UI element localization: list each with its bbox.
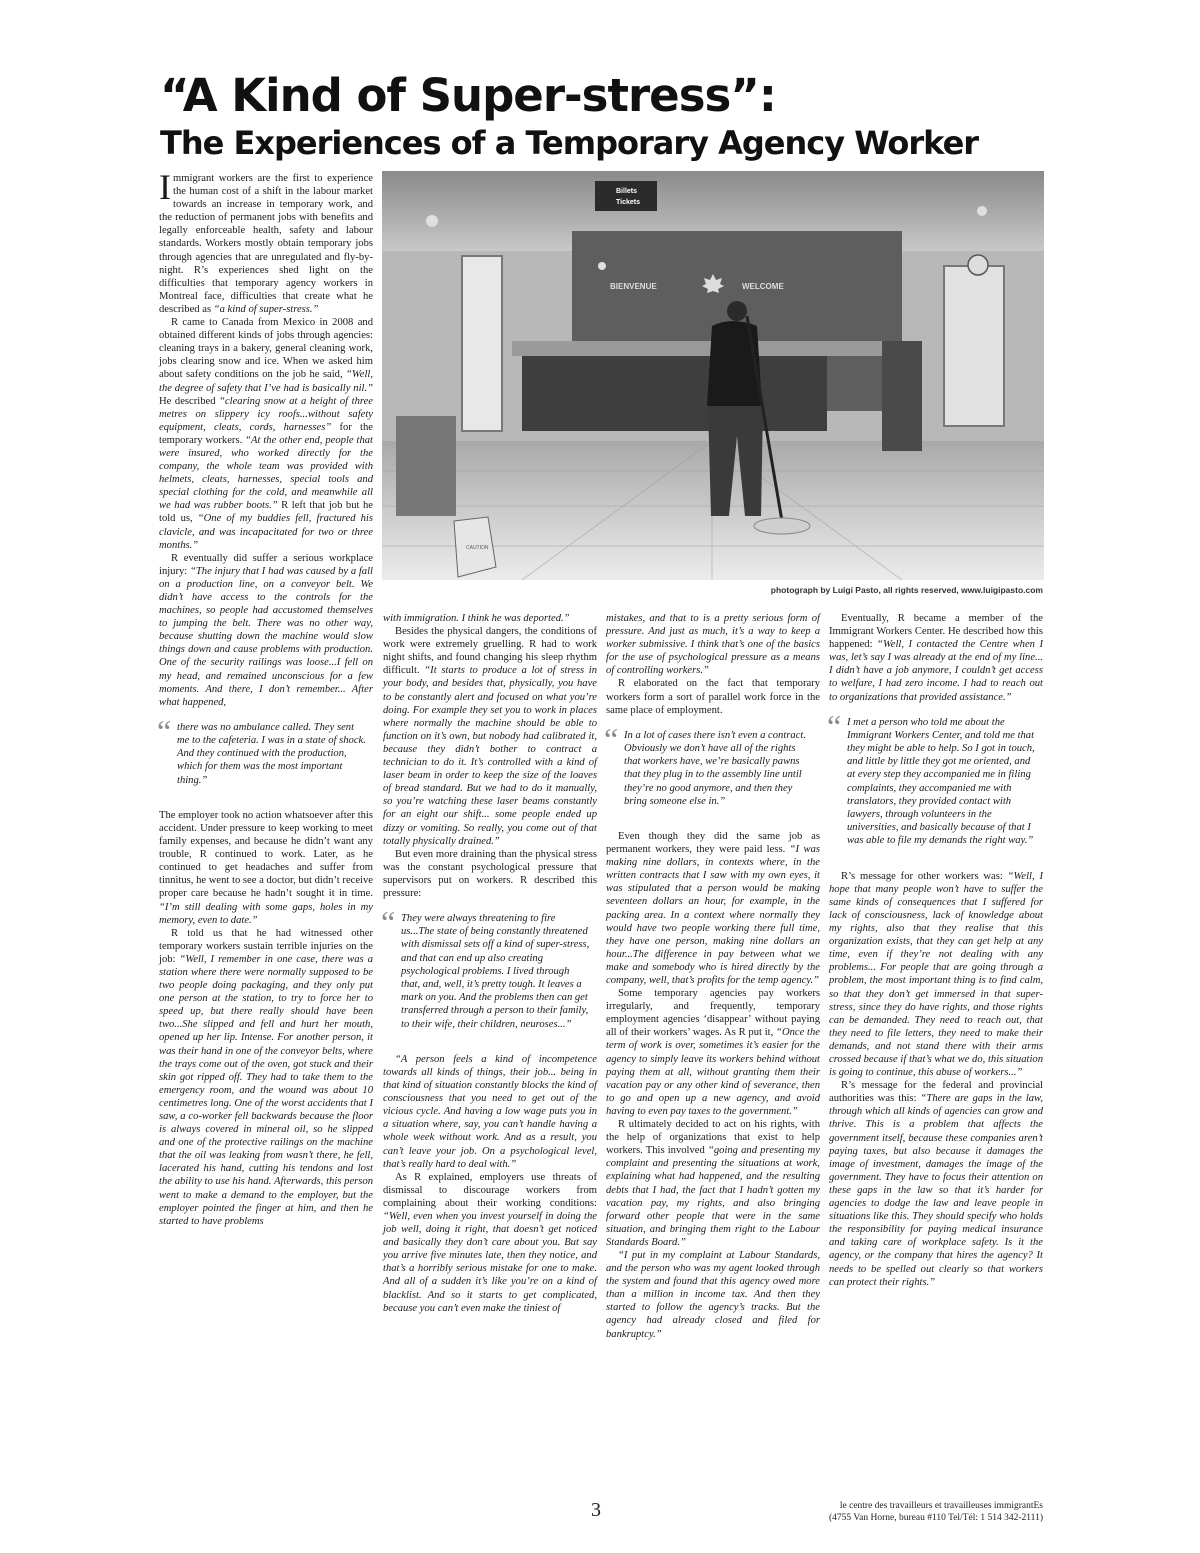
text-column-2 bbox=[383, 612, 597, 1497]
paragraph: Some temporary agencies pay workers irregularly, and frequently, temporary employment agencies ‘disappear’ without paying all of their workers’ wages. As R put it, “Once the term of work is over, sometimes it’s easier for the agency to simply leave its workers behind without paying them at all, without granting them their vacation pay or any other kind of severance, then to go and open up a new agency, and avoid having to even pay taxes to the government.” bbox=[606, 988, 820, 1117]
paragraph: As R explained, employers use threats of dismissal to discourage workers from complaining about their working conditions: “Well, even when you invest yourself in doing the job well, doing it right, that doesn’t get noticed and basically they don’t care about you. But say you arrive five minutes late, then they notice, and that’s a horribly serious mistake for one to make. And all of a sudden it’s like you’re on a kind of blacklist. And so it starts to get complicated, because you can’t even make the tiniest of bbox=[383, 1171, 597, 1314]
quote-mark-icon: “ bbox=[604, 720, 619, 757]
photo-illustration bbox=[382, 171, 1044, 580]
pull-quote: “ In a lot of cases there isn’t even a contract. Obviously we don’t have all of the rights that workers have, we’re basically pawns that they plug in to the assembly line until they’re no good anymore, and then they bring someone else in.” bbox=[604, 720, 807, 807]
pull-quote: “ They were always threatening to fire us...The state of being constantly threatened with dismissal sets off a kind of super-stress, and that can end up also creating psychological problems. I lived through that, and, well, it’s pretty tough. It leaves a mark on you. And the problems then can get transferred through a person to their family, to their wife, their children, neuroses...” bbox=[381, 904, 590, 1030]
text-column-1 bbox=[157, 167, 373, 1497]
quote-mark-icon: “ bbox=[381, 904, 396, 941]
worker-head bbox=[727, 301, 747, 321]
paragraph: R’s message for other workers was: “Well, I hope that many people won’t have to suffer the same kinds of consequences that I suffered for lack of consciousness, lack of knowledge about my rights, also that they realise that this organization exists, that they can get help at any time, even if they’re not dealing with any problems... For people that are going through a problem, the most important thing is to find calm, so that they don’t get immersed in that super-stress, since they do have rights, and those rights can be demanded. They need to reach out, that they need to file letters, they need to make their demands, and not stand there with their arms crossed because if that’s what we do, this situation is going to continue, this abuse of workers...” bbox=[829, 870, 1043, 1079]
bucket-caution-label: CAUTION bbox=[466, 545, 489, 551]
pull-quote: “ there was no ambulance called. They sent me to the cafeteria. I was in a state of shock. And they continued with the production, which for them was the most important thing.” bbox=[157, 712, 366, 786]
quote-mark-icon: “ bbox=[827, 707, 842, 744]
paragraph: mistakes, and that to is a pretty serious form of pressure. And just as much, it’s a way to keep a worker submissive. I think that’s one of the basics for the use of psychological pressure as a means of controlling workers.” bbox=[606, 613, 820, 677]
sign-tickets: Tickets bbox=[616, 199, 640, 206]
drop-cap: I bbox=[159, 167, 171, 207]
pull-quote: “ I met a person who told me about the Immigrant Workers Center, and told me that they might be able to help. So I got in touch, and little by little they got me oriented, and at every step they accompanied me in filing complaints, they accompanied me with translators, they provided contact with lawyers, through volunteers in the universities, and basically because of that I was able to file my demands the right way.” bbox=[827, 707, 1035, 847]
paragraph: with immigration. I think he was deported.” bbox=[383, 613, 570, 624]
article-photo bbox=[382, 171, 1044, 580]
footer-address: (4755 Van Horne, bureau #110 Tel/Tél: 1 514 342-2111) bbox=[828, 1512, 1043, 1523]
paragraph: “I put in my complaint at Labour Standards, and the person who was my agent looked through the system and found that this agency owed more than a million in income tax. And then they started to follow the agency’s tracks. But the agency had already closed and filed for bankruptcy.” bbox=[606, 1249, 820, 1340]
mop-head bbox=[754, 518, 810, 534]
article-subtitle: The Experiences of a Temporary Agency Worker bbox=[160, 124, 979, 162]
wall-clock-icon bbox=[968, 255, 988, 275]
footer bbox=[758, 1501, 1043, 1524]
paragraph: R’s message for the federal and provincial authorities was this: “There are gaps in the law, through which all kinds of agencies can grow and thrive. This is a problem that affects the government itself, because these companies aren’t paying taxes, but also because it damages the image of investment, damages the image of the government. They have to focus their attention on these gaps in the law so that it’s harder for agencies to dodge the law and leave people in situations like this. They should specify who holds the responsibility for paying medical insurance and taking care of workplace safety. Is it the agency, or the company that hires the agency? It needs to be spelled out clearly so that workers can protect their rights.” bbox=[829, 1080, 1043, 1288]
footer-org-name: le centre des travailleurs et travailleuses immigrantEs bbox=[839, 1501, 1043, 1511]
text-column-4 bbox=[829, 612, 1043, 1497]
paragraph: R came to Canada from Mexico in 2008 and obtained different kinds of jobs through agencies: cleaning trays in a bakery, general cleaning work, jobs clearing snow and ice. When we asked him about safety conditions on the job he said, “Well, the degree of safety that I’ve had is basically nil.” He described “clearing snow at a height of three metres on slippery icy roofs...without safety equipment, cleats, cords, harnesses” for the temporary workers. “At the other end, people that were insured, who worked directly for the company, the whole team was provided with helmets, cleats, harnesses, special tools and special clothing for the cold, and meanwhile all we had was rubber boots.” R left that job but he told us, “One of my buddies fell, fractured his clavicle, and was incapacitated for two or three months.” bbox=[159, 317, 373, 551]
text-column-3 bbox=[606, 612, 820, 1497]
paragraph: R told us that he had witnessed other temporary workers sustain terrible injuries on the job: “Well, I remember in one case, there was a station where there were normally supposed to be two people doing packaging, and they only put one person at the station, to try to force her to speed up, but there really should have been two...She slipped and fell and hurt her mouth, opened up her lip. Intense. For another person, it was their hand in one of the conveyor belts, where the trays come out of the oven, got stuck and their skin got ripped off. They had to take them to the emergency room, and the wound was about 10 centimetres long. One of the worst accidents that I saw, a co-worker fell backwards because the floor is always covered in mineral oil, so he slipped and one of the protective railings on the machine that the oil was leaking from wasn’t there, he fell, lacerated his hand, cutting his tendons and lost the ability to use his hand. Afterwards, this person went to make a demand to the employer, but the employer pointed the finger at him, and then he started to have problems bbox=[159, 927, 373, 1227]
paragraph: Immigrant workers are the first to experience the human cost of a shift in the labour market towards an increase in temporary work, and the reduction of permanent jobs with benefits and legally enforceable health, safety and labour standards. Workers mostly obtain temporary jobs through agencies that are unregulated and fly-by-night. R’s experiences shed light on the difficulties that temporary agency workers in Montreal face, difficulties that create what he described as “a kind of super-stress.” bbox=[159, 167, 373, 315]
wall-text-bienvenue: BIENVENUE bbox=[610, 282, 657, 291]
paragraph: R eventually did suffer a serious workplace injury: “The injury that I had was caused by a fall on a production line, on a conveyor belt. We didn’t have access to the controls for the machines, so people had accustomed themselves to jumping the belt. There was no other way, because shutting down the machine would slow things down and cause problems with production. One of the security railings was loose...I fell on my head, and remained unconscious for a few moments. And there, I don’t remember... After what happened, bbox=[159, 552, 373, 708]
paragraph: Even though they did the same job as permanent workers, they were paid less. “I was making nine dollars, in contexts where, in the written contracts that I saw with my own eyes, it was stipulated that a person would be making seventeen dollars an hour, for example, in the packing area. In a context where normally they would have two people working there full time, they have one person, making nine dollars an hour...The difference in pay between what we make and somebody who is hired directly by the company, well, that’s profits for the temp agency.” bbox=[606, 830, 820, 986]
paragraph: But even more draining than the physical stress was the constant psychological pressure that supervisors put on workers. R described this pressure: bbox=[383, 848, 597, 899]
paragraph: R elaborated on the fact that temporary workers form a sort of parallel work force in the same place of employment. bbox=[606, 678, 820, 716]
wall-text-welcome: WELCOME bbox=[742, 282, 784, 291]
page-number: 3 bbox=[591, 1499, 601, 1521]
article-title: “A Kind of Super-stress”: bbox=[160, 69, 776, 122]
paragraph: “A person feels a kind of incompetence towards all kinds of things, their job... being in that kind of situation constantly blocks the kind of consciousness that you need to get out of the vicious cycle. And having a low wage puts you in a situation where, say, you can’t handle having a whole week without work. And as a result, you can’t leave your job. On a psychological level, that’s really hard to deal with.” bbox=[383, 1053, 597, 1170]
paragraph: Eventually, R became a member of the Immigrant Workers Center. He described how this happened: “Well, I contacted the Centre when I was, let’s say I was already at the end of my line... I didn’t have a job anymore, I couldn’t get access to welfare, I had zero income. I had to reach out to organizations that provided assistance.” bbox=[829, 613, 1043, 703]
paragraph: R ultimately decided to act on his rights, with the help of organizations that exist to help workers. This involved “going and presenting my complaint and presenting the situations at work, explaining what had happened, and the resulting debts that I had, the fact that I hadn’t gotten my vacation pay, my rights, and also bringing forward other people that were in the same situation, and bringing them right to the Labour Standards Board.” bbox=[606, 1119, 821, 1248]
quote-mark-icon: “ bbox=[157, 712, 172, 749]
photo-credit: photograph by Luigi Pasto, all rights reserved, www.luigipasto.com bbox=[770, 585, 1043, 595]
paragraph: Besides the physical dangers, the conditions of work were extremely gruelling. R had to work night shifts, and found changing his sleep rhythm difficult. “It starts to produce a lot of stress in your body, and besides that, physically, you have to be constantly alert and focused on what you’re doing. For example they set you to work in places where normally the machine should be able to function on it’s own, but nobody had calibrated it, because they didn’t bother to contract a technician to do it. It’s controlled with a kind of laser beam in order to keep the size of the loaves of bread standard. But we had to do it manually, so you’re watching these laser beams constantly for an eight our shift... some people ended up dizzy or vomiting. So really, you come out of that totally physically drained.” bbox=[383, 626, 597, 847]
sign-billets: Billets bbox=[616, 188, 638, 195]
paragraph: The employer took no action whatsoever after this accident. Under pressure to keep working to meet family expenses, and because he didn’t want any trouble, R continued to work. Later, as he continued to get headaches and suffer from tinnitus, he went to see a doctor, but didn’t receive proper care because he hadn’t sought it in time. “I’m still dealing with some gaps, holes in my memory, even to date.” bbox=[159, 809, 373, 926]
